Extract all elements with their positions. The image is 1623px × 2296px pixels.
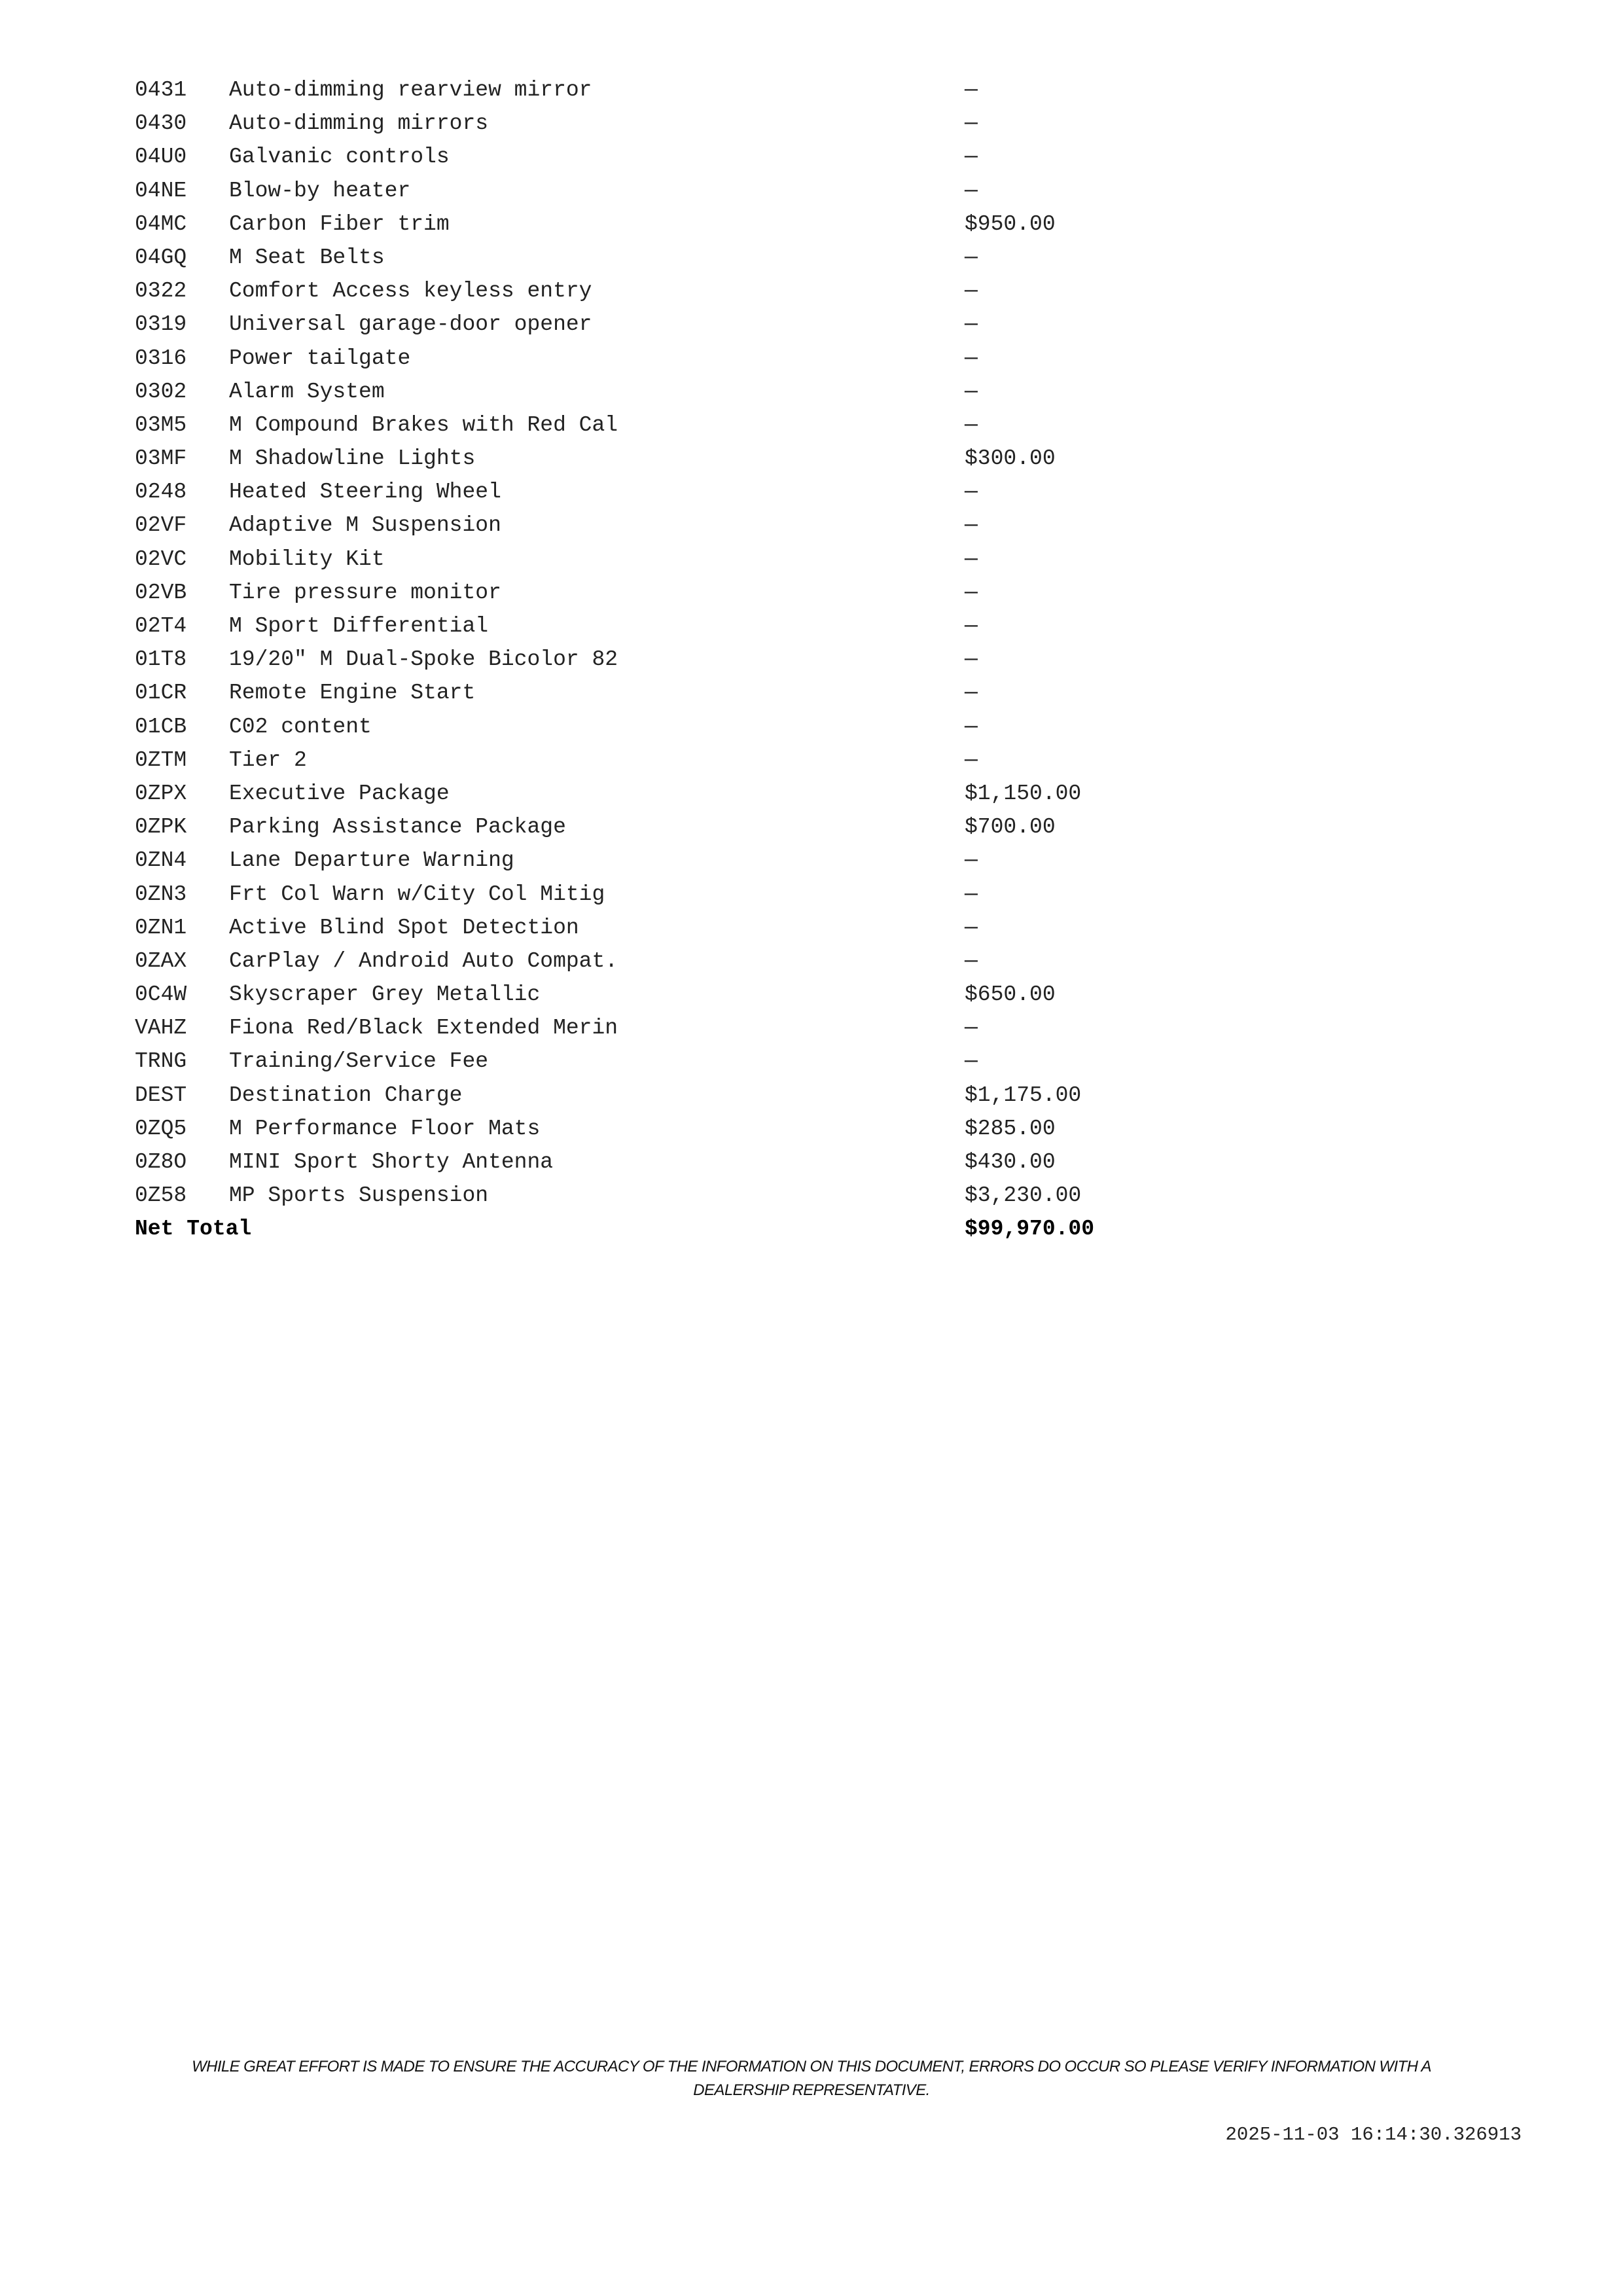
generated-timestamp: 2025-11-03 16:14:30.326913 bbox=[1225, 2124, 1522, 2145]
line-item bbox=[135, 1145, 1182, 1179]
option-description: C02 content bbox=[229, 714, 372, 739]
option-code: 0C4W bbox=[135, 982, 187, 1007]
option-code: 02VB bbox=[135, 580, 187, 605]
option-description: Comfort Access keyless entry bbox=[229, 279, 592, 304]
option-description: Lane Departure Warning bbox=[229, 848, 514, 873]
option-code: 0ZTM bbox=[135, 747, 187, 772]
line-item bbox=[135, 107, 1182, 140]
option-code: 0302 bbox=[135, 379, 187, 404]
option-price: — bbox=[965, 614, 978, 638]
option-code: 02VF bbox=[135, 513, 187, 538]
line-item bbox=[135, 878, 1182, 911]
option-description: Heated Steering Wheel bbox=[229, 480, 501, 505]
option-price: — bbox=[965, 547, 978, 571]
option-code: 0248 bbox=[135, 480, 187, 505]
line-item bbox=[135, 911, 1182, 944]
option-description: Galvanic controls bbox=[229, 145, 450, 170]
option-price: — bbox=[965, 78, 978, 102]
option-price: — bbox=[965, 279, 978, 304]
line-item bbox=[135, 241, 1182, 274]
line-item bbox=[135, 140, 1182, 173]
option-description: Auto-dimming rearview mirror bbox=[229, 78, 592, 102]
option-price: $285.00 bbox=[965, 1116, 1056, 1141]
option-description: Remote Engine Start bbox=[229, 681, 476, 706]
option-code: VAHZ bbox=[135, 1016, 187, 1041]
option-code: 02T4 bbox=[135, 614, 187, 638]
option-description: Alarm System bbox=[229, 379, 385, 404]
option-description: Skyscraper Grey Metallic bbox=[229, 982, 541, 1007]
option-price: — bbox=[965, 1049, 978, 1074]
option-code: 04GQ bbox=[135, 245, 187, 270]
option-description: Fiona Red/Black Extended Merin bbox=[229, 1016, 618, 1041]
option-code: 01CB bbox=[135, 714, 187, 739]
net-total-value: $99,970.00 bbox=[965, 1217, 1095, 1242]
option-description: M Performance Floor Mats bbox=[229, 1116, 541, 1141]
option-description: M Shadowline Lights bbox=[229, 446, 476, 471]
option-code: TRNG bbox=[135, 1049, 187, 1074]
option-price: — bbox=[965, 647, 978, 672]
option-price: — bbox=[965, 948, 978, 973]
option-price: — bbox=[965, 111, 978, 136]
option-price: — bbox=[965, 1016, 978, 1041]
option-code: 0319 bbox=[135, 312, 187, 337]
option-price: — bbox=[965, 681, 978, 706]
line-item bbox=[135, 676, 1182, 709]
option-description: M Compound Brakes with Red Cal bbox=[229, 412, 618, 437]
option-price: — bbox=[965, 882, 978, 906]
option-code: 0ZPX bbox=[135, 781, 187, 806]
option-price: — bbox=[965, 915, 978, 940]
line-item bbox=[135, 844, 1182, 877]
disclaimer-line-2: DEALERSHIP REPRESENTATIVE. bbox=[693, 2081, 930, 2099]
line-item bbox=[135, 543, 1182, 576]
net-total-row bbox=[135, 1212, 1182, 1246]
option-code: 04NE bbox=[135, 178, 187, 203]
option-code: 0Z58 bbox=[135, 1183, 187, 1208]
option-description: Auto-dimming mirrors bbox=[229, 111, 489, 136]
option-price: $1,150.00 bbox=[965, 781, 1082, 806]
line-item bbox=[135, 1079, 1182, 1112]
option-description: Training/Service Fee bbox=[229, 1049, 489, 1074]
option-description: MP Sports Suspension bbox=[229, 1183, 489, 1208]
option-code: 0ZN3 bbox=[135, 882, 187, 906]
option-price: — bbox=[965, 848, 978, 873]
option-price: $430.00 bbox=[965, 1150, 1056, 1174]
option-description: Blow-by heater bbox=[229, 178, 411, 203]
option-code: 0Z8O bbox=[135, 1150, 187, 1174]
option-price: — bbox=[965, 145, 978, 170]
line-item bbox=[135, 475, 1182, 509]
option-description: Carbon Fiber trim bbox=[229, 211, 450, 236]
option-code: 04U0 bbox=[135, 145, 187, 170]
line-item bbox=[135, 810, 1182, 844]
option-price: — bbox=[965, 513, 978, 538]
line-item bbox=[135, 442, 1182, 475]
line-item bbox=[135, 576, 1182, 609]
line-item bbox=[135, 73, 1182, 107]
option-code: 03MF bbox=[135, 446, 187, 471]
line-item bbox=[135, 509, 1182, 542]
line-item bbox=[135, 1112, 1182, 1145]
option-price: — bbox=[965, 312, 978, 337]
option-code: 0ZN1 bbox=[135, 915, 187, 940]
option-description: MINI Sport Shorty Antenna bbox=[229, 1150, 554, 1174]
option-description: Active Blind Spot Detection bbox=[229, 915, 579, 940]
option-code: 0ZPK bbox=[135, 815, 187, 840]
option-code: 0316 bbox=[135, 346, 187, 370]
option-description: M Sport Differential bbox=[229, 614, 489, 638]
line-item bbox=[135, 643, 1182, 676]
option-price: — bbox=[965, 714, 978, 739]
option-code: 0431 bbox=[135, 78, 187, 102]
option-description: Frt Col Warn w/City Col Mitig bbox=[229, 882, 605, 906]
option-price: — bbox=[965, 412, 978, 437]
option-description: Mobility Kit bbox=[229, 547, 385, 571]
line-item bbox=[135, 944, 1182, 978]
option-price: $700.00 bbox=[965, 815, 1056, 840]
line-item bbox=[135, 1179, 1182, 1212]
option-code: 0ZAX bbox=[135, 948, 187, 973]
option-code: 0430 bbox=[135, 111, 187, 136]
option-code: 01T8 bbox=[135, 647, 187, 672]
option-price: — bbox=[965, 379, 978, 404]
disclaimer-line-1: WHILE GREAT EFFORT IS MADE TO ENSURE THE ACCURACY OF THE INFORMATION ON THIS DOCUMENT, ERRORS DO OCCUR SO PLEASE VERIFY INFORMATION WITH A bbox=[192, 2058, 1431, 2075]
option-price: — bbox=[965, 747, 978, 772]
option-description: Executive Package bbox=[229, 781, 450, 806]
option-code: DEST bbox=[135, 1083, 187, 1107]
line-item bbox=[135, 174, 1182, 207]
net-total-label: Net Total bbox=[135, 1217, 252, 1242]
option-description: Destination Charge bbox=[229, 1083, 463, 1107]
line-item bbox=[135, 777, 1182, 810]
option-description: Universal garage-door opener bbox=[229, 312, 592, 337]
line-item bbox=[135, 408, 1182, 442]
line-item bbox=[135, 342, 1182, 375]
option-price: — bbox=[965, 346, 978, 370]
option-code: 01CR bbox=[135, 681, 187, 706]
line-item bbox=[135, 274, 1182, 308]
option-price: — bbox=[965, 580, 978, 605]
option-price: $650.00 bbox=[965, 982, 1056, 1007]
option-description: Parking Assistance Package bbox=[229, 815, 566, 840]
line-item bbox=[135, 1045, 1182, 1078]
option-code: 0ZN4 bbox=[135, 848, 187, 873]
option-code: 03M5 bbox=[135, 412, 187, 437]
option-code: 0322 bbox=[135, 279, 187, 304]
option-price: $1,175.00 bbox=[965, 1083, 1082, 1107]
line-item bbox=[135, 609, 1182, 643]
line-item bbox=[135, 375, 1182, 408]
option-code: 04MC bbox=[135, 211, 187, 236]
option-price: — bbox=[965, 178, 978, 203]
line-item bbox=[135, 744, 1182, 777]
line-item bbox=[135, 978, 1182, 1011]
option-description: CarPlay / Android Auto Compat. bbox=[229, 948, 618, 973]
line-item bbox=[135, 308, 1182, 341]
option-price: — bbox=[965, 245, 978, 270]
line-item bbox=[135, 710, 1182, 744]
option-price: — bbox=[965, 480, 978, 505]
option-code: 02VC bbox=[135, 547, 187, 571]
option-price: $950.00 bbox=[965, 211, 1056, 236]
line-item bbox=[135, 207, 1182, 241]
line-item bbox=[135, 1011, 1182, 1045]
option-price: $3,230.00 bbox=[965, 1183, 1082, 1208]
option-description: Tire pressure monitor bbox=[229, 580, 501, 605]
option-description: Tier 2 bbox=[229, 747, 307, 772]
option-code: 0ZQ5 bbox=[135, 1116, 187, 1141]
line-items-list bbox=[135, 73, 1182, 1246]
option-description: 19/20" M Dual-Spoke Bicolor 82 bbox=[229, 647, 618, 672]
option-description: M Seat Belts bbox=[229, 245, 385, 270]
disclaimer bbox=[131, 2055, 1492, 2102]
option-price: $300.00 bbox=[965, 446, 1056, 471]
option-description: Power tailgate bbox=[229, 346, 411, 370]
option-description: Adaptive M Suspension bbox=[229, 513, 501, 538]
